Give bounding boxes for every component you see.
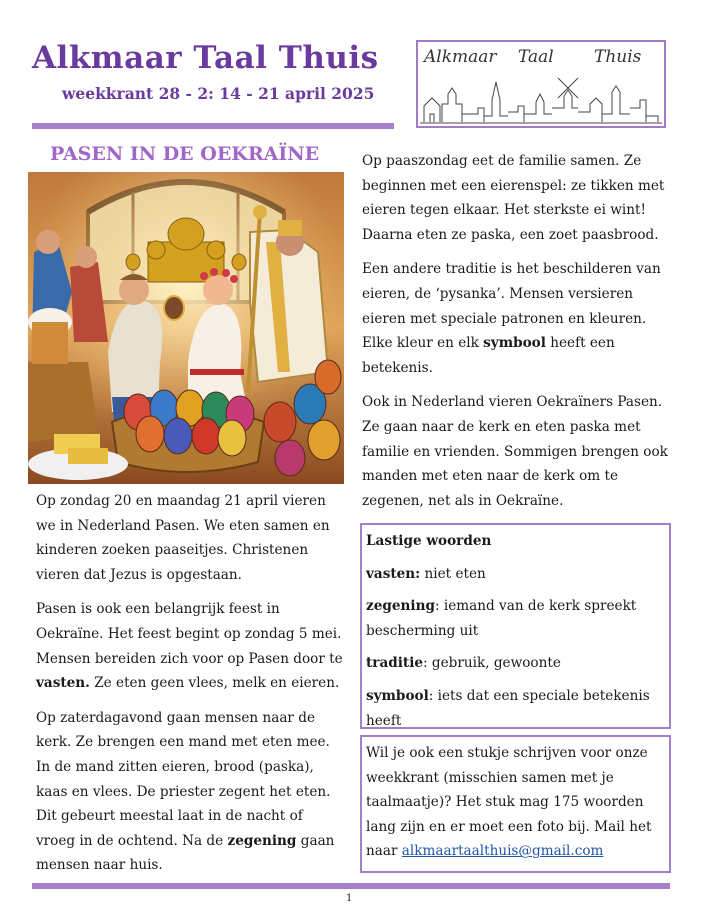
glossary-box — [360, 523, 671, 729]
header-divider — [32, 123, 394, 129]
glossary-list — [366, 562, 665, 734]
glossary-item — [366, 594, 665, 643]
paragraph-text: gaan mensen naar huis. — [36, 832, 335, 874]
bold-term: vasten. — [36, 675, 90, 692]
paragraph-text: Op zondag 20 en maandag 21 april vieren we in Nederland Pasen. We eten samen en kinderen zoeken paaseitjes. Christenen vieren dat Jezus is opgestaan. — [36, 493, 330, 583]
glossary-term: traditie — [366, 655, 424, 672]
bold-term: symbool — [483, 335, 546, 352]
paragraph-text: Op zaterdagavond gaan mensen naar de kerk. Ze brengen een mand met eten mee. In de mand zitten eieren, brood (paska), kaas en vlees. De priester zegent het eten. Dit gebeurt meestal laat in de nacht of vroeg in de ochtend. Na de — [36, 709, 331, 849]
glossary-definition: : gebruik, gewoonte — [423, 655, 561, 672]
logo-word-3: Thuis — [594, 47, 642, 67]
page-number: 1 — [346, 893, 353, 904]
footer-divider — [32, 883, 670, 889]
left-paragraph — [36, 489, 344, 587]
callout-text: Wil je ook een stukje schrijven voor onze weekkrant (misschien samen met je taalmaatje)? Het stuk mag 175 woorden lang zijn en er moet een foto bij. Mail het naar — [366, 745, 652, 860]
article-right-column — [362, 149, 668, 523]
glossary-item — [366, 562, 665, 587]
logo — [416, 40, 666, 128]
city-skyline-icon — [420, 78, 662, 123]
newsletter-subtitle: weekkrant 28 - 2: 14 - 21 april 2025 — [62, 84, 375, 103]
paragraph-text: Pasen is ook een belangrijk feest in Oekraïne. Het feest begint op zondag 5 mei. Mensen bereiden zich voor op Pasen door te — [36, 601, 343, 667]
left-paragraph — [36, 597, 344, 695]
bold-term: zegening — [227, 832, 297, 849]
glossary-definition: : iets dat een speciale betekenis heeft — [366, 687, 650, 729]
email-link[interactable]: alkmaartaalthuis@gmail.com — [401, 843, 604, 860]
glossary-item — [366, 651, 665, 676]
paragraph-text: Een andere traditie is het beschilderen van eieren, de ‘pysanka’. Mensen versieren eieren met speciale patronen en kleuren. Elke kleur en elk — [362, 261, 661, 352]
article-left-column — [36, 489, 344, 888]
glossary-term: vasten: — [366, 565, 421, 582]
paragraph-text: Op paaszondag eet de familie samen. Ze beginnen met een eierenspel: ze tikken met eieren tegen elkaar. Het sterkste ei wint! Daarna eten ze paska, een zoet paasbrood. — [362, 153, 665, 243]
call-for-submissions-box — [360, 735, 671, 873]
glossary-item — [366, 684, 665, 733]
paragraph-text: Ze eten geen vlees, melk en eieren. — [89, 675, 340, 692]
left-paragraph — [36, 706, 344, 878]
article-heading: PASEN IN DE OEKRAÏNE — [50, 143, 320, 165]
glossary-term: zegening — [366, 598, 435, 615]
logo-graphic — [418, 42, 664, 126]
glossary-title: Lastige woorden — [366, 533, 492, 549]
right-paragraph — [362, 149, 668, 247]
paragraph-text: Ook in Nederland vieren Oekraïners Pasen. Ze gaan naar de kerk en eten paska met familie en vrienden. Sommigen brengen ook manden met eten naar de kerk om te zegenen, net als in Oekraïne. — [362, 394, 668, 509]
glossary-definition: niet eten — [420, 565, 486, 582]
glossary-term: symbool — [366, 687, 429, 704]
glossary-definition: : iemand van de kerk spreekt bescherming uit — [366, 598, 637, 639]
logo-word-2: Taal — [518, 47, 554, 67]
logo-word-1: Alkmaar — [424, 47, 497, 67]
right-paragraph — [362, 257, 668, 380]
newsletter-title: Alkmaar Taal Thuis — [32, 40, 379, 76]
right-paragraph — [362, 390, 668, 513]
paragraph-text: heeft een betekenis. — [362, 335, 615, 376]
easter-illustration — [28, 172, 344, 484]
